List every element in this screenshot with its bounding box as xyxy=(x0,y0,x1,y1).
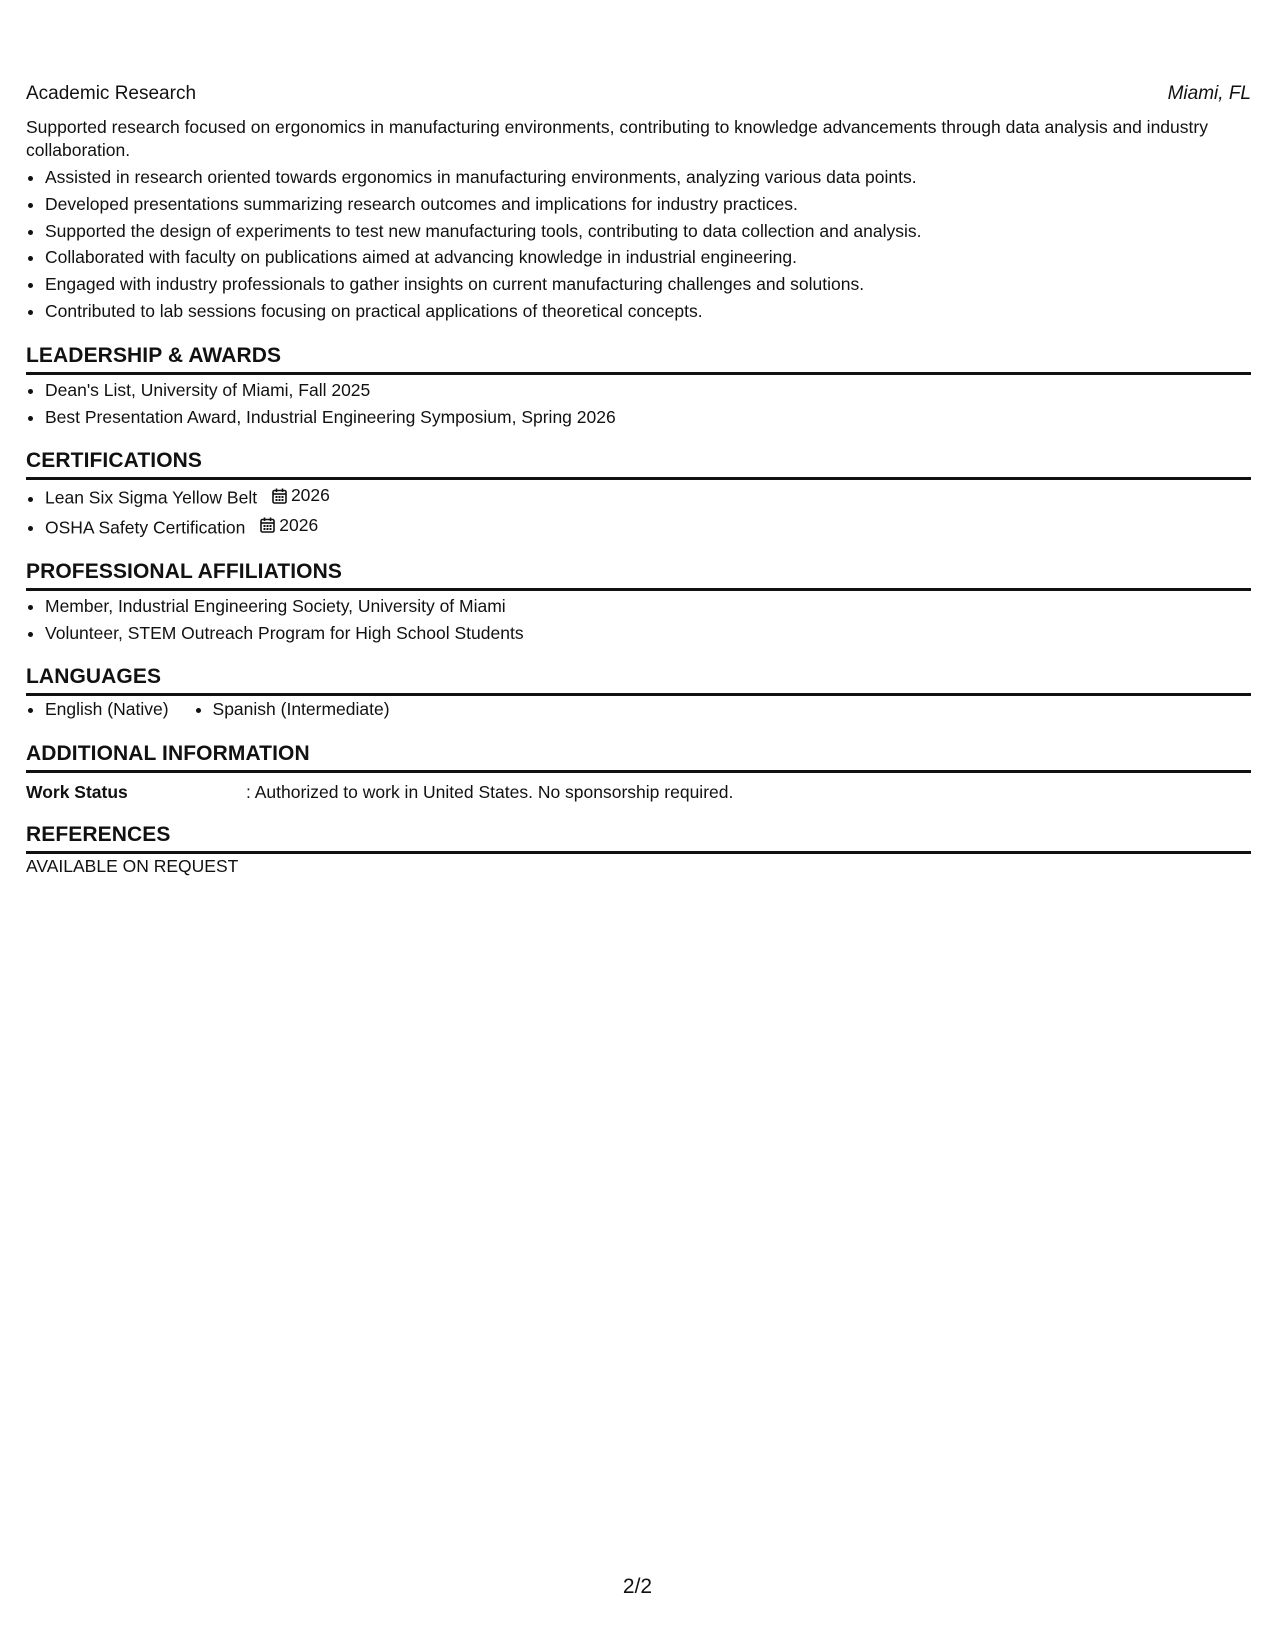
experience-bullets xyxy=(26,164,1251,325)
experience-title: Academic Research xyxy=(26,83,197,104)
languages-section xyxy=(26,664,1251,723)
section-title: PROFESSIONAL AFFILIATIONS xyxy=(26,559,1251,591)
references-section xyxy=(26,822,1251,878)
leadership-section xyxy=(26,343,1251,431)
certification-date xyxy=(260,512,318,539)
list-item: • English (Native) xyxy=(45,696,169,723)
list-item: • Dean's List, University of Miami, Fall 2025 xyxy=(45,377,1251,404)
page-number: 2/2 xyxy=(622,1575,653,1598)
additional-info-section xyxy=(26,741,1251,804)
list-item: • Best Presentation Award, Industrial Engineering Symposium, Spring 2026 xyxy=(45,404,1251,431)
certification-name: Lean Six Sigma Yellow Belt xyxy=(45,487,258,508)
work-status-value: : Authorized to work in United States. No sponsorship required. xyxy=(246,782,734,803)
experience-location: Miami, FL xyxy=(1167,83,1251,104)
list-item: • Assisted in research oriented towards ergonomics in manufacturing environments, analyzing various data points. xyxy=(45,164,1251,191)
certifications-list xyxy=(26,482,1251,540)
certification-date xyxy=(272,482,330,509)
affiliations-list xyxy=(26,593,1251,647)
certification-year: 2026 xyxy=(279,514,319,535)
list-item: • Volunteer, STEM Outreach Program for High School Students xyxy=(45,620,1251,647)
calendar-icon xyxy=(272,488,287,504)
experience-summary: Supported research focused on ergonomics in manufacturing environments, contributing to knowledge advancements through data analysis and industry collaboration. xyxy=(26,117,1208,160)
resume-page xyxy=(26,82,1251,878)
section-title: LANGUAGES xyxy=(26,664,1251,696)
work-status-row xyxy=(26,780,1251,804)
certifications-section xyxy=(26,448,1251,540)
experience-header xyxy=(26,82,1251,106)
list-item: • Engaged with industry professionals to gather insights on current manufacturing challenges and solutions. xyxy=(45,271,1251,298)
list-item xyxy=(45,512,1251,541)
section-title: CERTIFICATIONS xyxy=(26,448,1251,480)
list-item xyxy=(45,482,1251,511)
certification-name: OSHA Safety Certification xyxy=(45,516,246,537)
certification-year: 2026 xyxy=(290,485,330,506)
list-item: • Member, Industrial Engineering Society, University of Miami xyxy=(45,593,1251,620)
calendar-icon xyxy=(260,517,275,533)
list-item: • Supported the design of experiments to test new manufacturing tools, contributing to data collection and analysis. xyxy=(45,218,1251,245)
section-title: REFERENCES xyxy=(26,822,1251,854)
list-item: • Contributed to lab sessions focusing on practical applications of theoretical concepts. xyxy=(45,298,1251,325)
leadership-list xyxy=(26,377,1251,431)
references-text: AVAILABLE ON REQUEST xyxy=(26,856,239,877)
affiliations-section xyxy=(26,559,1251,647)
list-item: • Developed presentations summarizing research outcomes and implications for industry practices. xyxy=(45,191,1251,218)
list-item: • Spanish (Intermediate) xyxy=(213,696,390,723)
section-title: LEADERSHIP & AWARDS xyxy=(26,343,1251,375)
languages-list xyxy=(26,696,1251,723)
work-status-label: Work Status xyxy=(26,782,128,803)
section-title: ADDITIONAL INFORMATION xyxy=(26,741,1251,773)
list-item: • Collaborated with faculty on publications aimed at advancing knowledge in industrial engineering. xyxy=(45,244,1251,271)
